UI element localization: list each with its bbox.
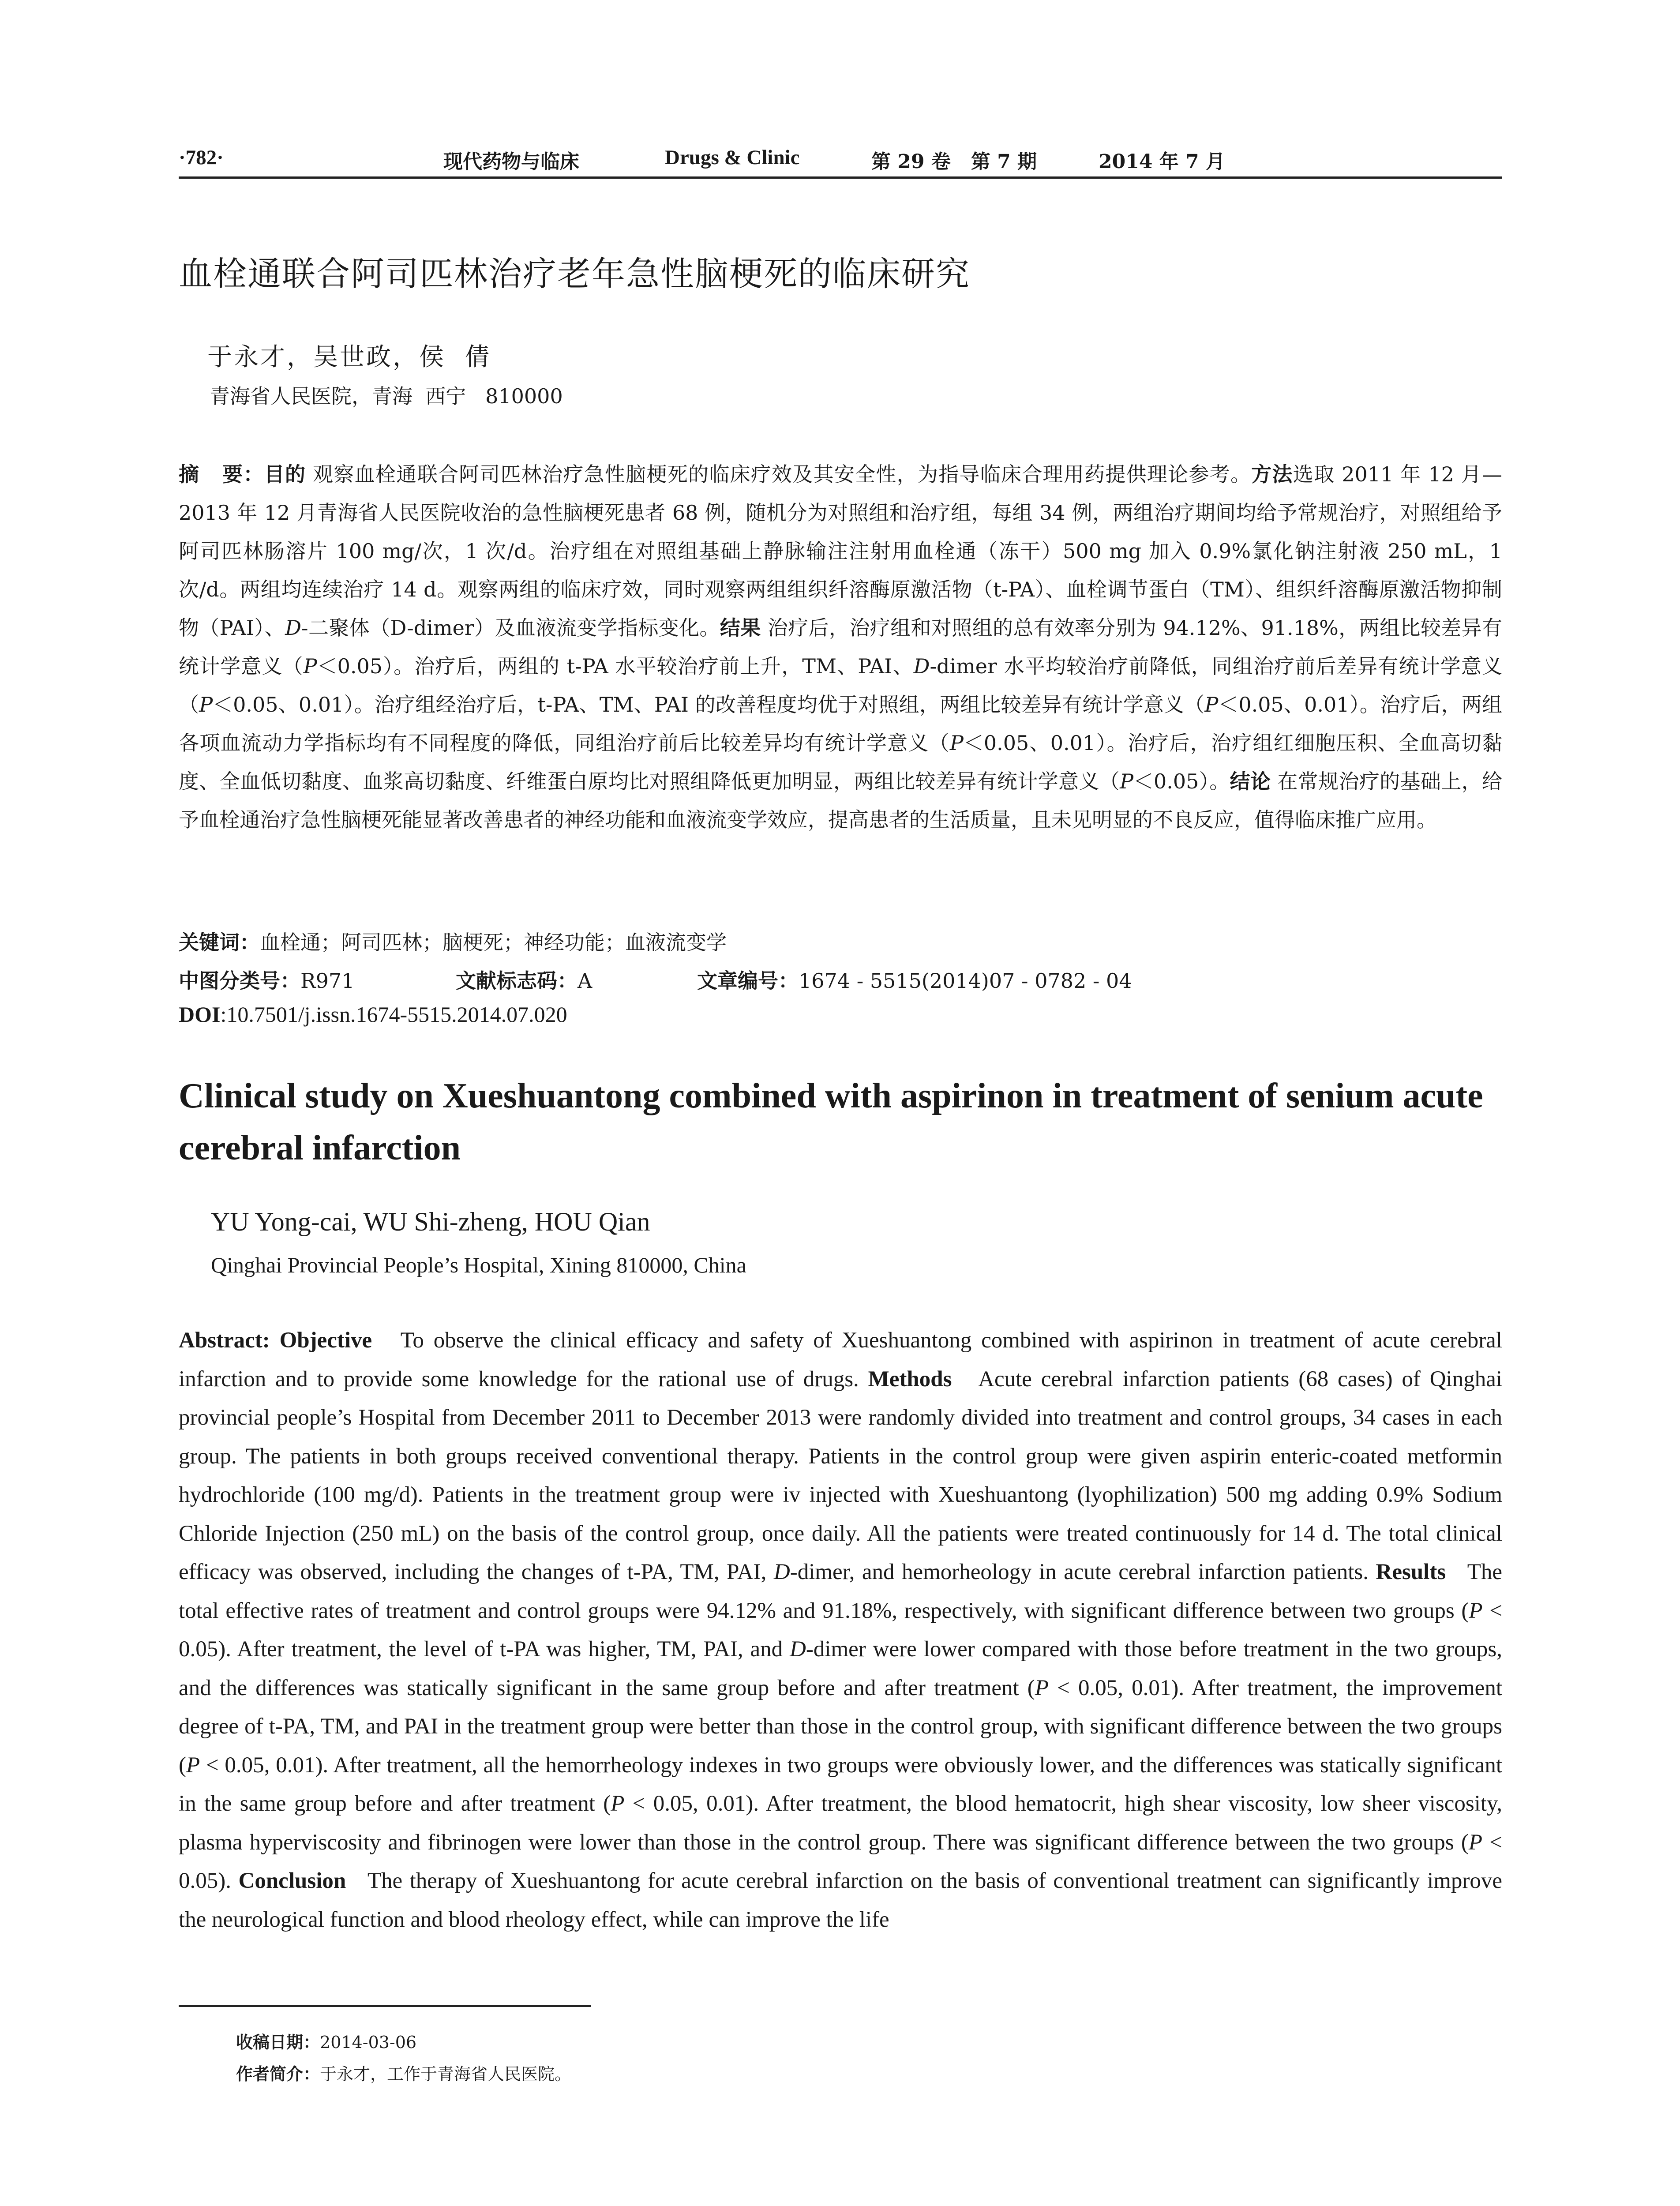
d-italic: D bbox=[913, 654, 930, 678]
keywords: 血栓通；阿司匹林；脑梗死；神经功能；血液流变学 bbox=[260, 930, 727, 954]
p-italic: P bbox=[186, 1752, 200, 1778]
p-italic: P bbox=[1468, 1830, 1483, 1855]
results-text-cn-2: ＜0.05）。治疗后，两组的 t-PA 水平较治疗前上升，TM、PAI、 bbox=[317, 654, 914, 678]
clc-field bbox=[179, 965, 354, 994]
chinese-abstract bbox=[179, 455, 1502, 839]
chinese-affiliation: 青海省人民医院，青海 西宁 810000 bbox=[210, 384, 563, 408]
clc-label: 中图分类号： bbox=[179, 969, 300, 993]
journal-name-en: Drugs & Clinic bbox=[665, 146, 800, 169]
footnote-rule bbox=[179, 2005, 591, 2007]
p-italic: P bbox=[611, 1791, 625, 1816]
keywords-line bbox=[179, 927, 727, 956]
d-italic: D bbox=[773, 1560, 790, 1584]
article-number-field bbox=[697, 965, 1132, 994]
objective-label-en: Objective bbox=[279, 1328, 372, 1353]
d-italic: D bbox=[790, 1637, 806, 1662]
methods-text-en: Acute cerebral infarction patients (68 cases) of Qinghai provincial people’s Hospital from December 2011 to December 2013 were randomly divided into treatment and control groups, 34 cases in each group. The patients in both groups received conventional therapy. Patients in the control group were given aspirin enteric-coated metformin hydrochloride (100 mg/d). Patients in the treatment group were iv injected with Xueshuantong (lyophilization) 500 mg adding 0.9% Sodium Chloride Injection (250 mL) on the basis of the control group, once daily. All the patients were treated continuously for 14 d. The total clinical efficacy was observed, including the changes of t-PA, TM, PAI, bbox=[179, 1366, 1503, 1584]
abstract-label-cn: 摘 要： bbox=[179, 462, 264, 486]
objective-text-en: To observe the clinical efficacy and safety of Xueshuantong combined with aspirinon in treatment of acute cerebral infarction and to provide some knowledge for the rational use of drugs. bbox=[179, 1328, 1502, 1392]
received-label: 收稿日期： bbox=[236, 2033, 320, 2052]
results-text-cn-3: -dimer 水平均较治疗前降低，同组治疗前后差异有统计学意义（ bbox=[179, 654, 1503, 717]
p-italic: P bbox=[1204, 693, 1219, 717]
p-italic: P bbox=[303, 654, 317, 678]
classification-line bbox=[179, 965, 1502, 991]
results-text-cn-5: ＜0.05、0.01）。治疗后，两组各项血流动力学指标均有不同程度的降低，同组治疗前后比较差异均有统计学意义（ bbox=[179, 693, 1503, 755]
results-label-en: Results bbox=[1376, 1560, 1446, 1584]
doi-value: :10.7501/j.issn.1674-5515.2014.07.020 bbox=[220, 1002, 567, 1027]
chinese-authors: 于永才，吴世政，侯 倩 bbox=[207, 343, 491, 371]
results-text-cn-4: ＜0.05、0.01）。治疗组经治疗后，t-PA、TM、PAI 的改善程度均优于对照组，两组比较差异有统计学意义（ bbox=[213, 693, 1205, 717]
english-abstract bbox=[179, 1321, 1502, 1939]
p-italic: P bbox=[199, 693, 213, 717]
doc-code-value: A bbox=[578, 969, 592, 993]
p-italic: P bbox=[949, 731, 964, 755]
english-authors: YU Yong-cai, WU Shi-zheng, HOU Qian bbox=[211, 1207, 650, 1236]
methods-label-cn: 方法 bbox=[1251, 462, 1293, 486]
methods-label-en: Methods bbox=[868, 1366, 952, 1392]
article-number-value: 1674 - 5515(2014)07 - 0782 - 04 bbox=[799, 969, 1132, 993]
journal-name-cn: 现代药物与临床 bbox=[443, 150, 579, 173]
chinese-title: 血栓通联合阿司匹林治疗老年急性脑梗死的临床研究 bbox=[179, 254, 970, 293]
conclusion-label-cn: 结论 bbox=[1230, 769, 1271, 793]
article-number-label: 文章编号： bbox=[697, 969, 799, 993]
doc-code-label: 文献标志码： bbox=[456, 969, 578, 993]
results-text-en-2: < 0.05). After treatment, the level of t-PA was higher, TM, PAI, and bbox=[179, 1598, 1502, 1662]
methods-text-cn: 选取 2011 年 12 月—2013 年 12 月青海省人民医院收治的急性脑梗死患者 68 例，随机分为对照组和治疗组，每组 34 例，两组治疗期间均给予常规治疗，对照组给予阿司匹林肠溶片 100 mg/次，1 次/d。治疗组在对照组基础上静脉输注注射用血栓通（冻干）500 mg 加入 0.9%氯化钠注射液 250 mL，1 次/d。两组均连续治疗 14 d。观察两组的临床疗效，同时观察两组组织纤溶酶原激活物（t-PA）、血栓调节蛋白（TM）、组织纤溶酶原激活物抑制物（PAI）、 bbox=[179, 462, 1503, 640]
clc-value: R971 bbox=[300, 969, 355, 993]
methods-text-cn-2: -二聚体（D-dimer）及血液流变学指标变化。 bbox=[301, 616, 720, 640]
results-text-en-1: The total effective rates of treatment and control groups were 94.12% and 91.18%, respectively, with significant difference between two groups ( bbox=[179, 1560, 1502, 1623]
conclusion-text-en: The therapy of Xueshuantong for acute cerebral infarction on the basis of conventional treatment can significantly improve the neurological function and blood rheology effect, while can improve the life bbox=[179, 1868, 1502, 1932]
volume-issue: 第 29 卷 第 7 期 bbox=[871, 150, 1037, 173]
conclusion-label-en: Conclusion bbox=[238, 1868, 346, 1893]
results-text-cn-6: ＜0.05、0.01）。治疗后，治疗组红细胞压积、全血高切黏度、全血低切黏度、血浆高切黏度、纤维蛋白原均比对照组降低更加明显，两组比较差异有统计学意义（ bbox=[179, 731, 1503, 793]
p-italic: P bbox=[1469, 1598, 1483, 1623]
abstract-label-en: Abstract: bbox=[179, 1328, 270, 1353]
results-text-en-5: < 0.05, 0.01). After treatment, all the hemorrheology indexes in two groups were obviously lower, and the differences was statically significant in the same group before and after treatment ( bbox=[179, 1752, 1502, 1816]
issue-date: 2014 年 7 月 bbox=[1099, 150, 1226, 173]
results-text-cn-7: ＜0.05）。 bbox=[1133, 769, 1230, 793]
running-header bbox=[179, 140, 1502, 176]
doc-code-field bbox=[456, 965, 592, 994]
p-italic: P bbox=[1120, 769, 1134, 793]
methods-text-en-2: -dimer, and hemorheology in acute cerebral infarction patients. bbox=[790, 1560, 1369, 1584]
p-italic: P bbox=[1035, 1675, 1049, 1700]
english-affiliation: Qinghai Provincial People’s Hospital, Xining 810000, China bbox=[211, 1253, 746, 1277]
results-text-en-7: < 0.05). bbox=[179, 1830, 1503, 1893]
doi-line bbox=[179, 1002, 567, 1027]
conclusion-text-cn: 在常规治疗的基础上，给予血栓通治疗急性脑梗死能显著改善患者的神经功能和血液流变学效应，提高患者的生活质量，且未见明显的不良反应，值得临床推广应用。 bbox=[179, 769, 1503, 832]
received-date: 2014-03-06 bbox=[320, 2033, 417, 2052]
author-bio-note bbox=[236, 2060, 571, 2085]
english-title: Clinical study on Xueshuantong combined with aspirinon in treatment of senium acute cerebral infarction bbox=[179, 1077, 1483, 1167]
header-rule bbox=[179, 176, 1502, 179]
results-text-en-4: < 0.05, 0.01). After treatment, the improvement degree of t-PA, TM, and PAI in the treatment group were better than those in the control group, with significant difference between the two groups ( bbox=[179, 1675, 1502, 1778]
d-italic: D bbox=[285, 616, 301, 640]
doi-label: DOI bbox=[179, 1002, 221, 1027]
results-text-en-3: -dimer were lower compared with those before treatment in the two groups, and the differences was statically significant in the same group before and after treatment ( bbox=[179, 1637, 1503, 1700]
results-label-cn: 结果 bbox=[720, 616, 761, 640]
author-bio-label: 作者简介： bbox=[236, 2064, 320, 2084]
objective-text-cn: 观察血栓通联合阿司匹林治疗急性脑梗死的临床疗效及其安全性，为指导临床合理用药提供理论参考。 bbox=[313, 462, 1252, 486]
page-number: ·782· bbox=[179, 146, 224, 169]
objective-label-cn: 目的 bbox=[264, 462, 306, 486]
keywords-label: 关键词： bbox=[179, 930, 260, 954]
received-date-note bbox=[236, 2029, 416, 2053]
results-text-en-6: < 0.05, 0.01). After treatment, the blood hematocrit, high shear viscosity, low sheer viscosity, plasma hyperviscosity and fibrinogen were lower than those in the control group. There was significant difference between the two groups ( bbox=[179, 1791, 1502, 1855]
author-bio: 于永才，工作于青海省人民医院。 bbox=[320, 2064, 572, 2084]
results-text-cn-1: 治疗后，治疗组和对照组的总有效率分别为 94.12%、91.18%，两组比较差异有统计学意义（ bbox=[179, 616, 1503, 678]
